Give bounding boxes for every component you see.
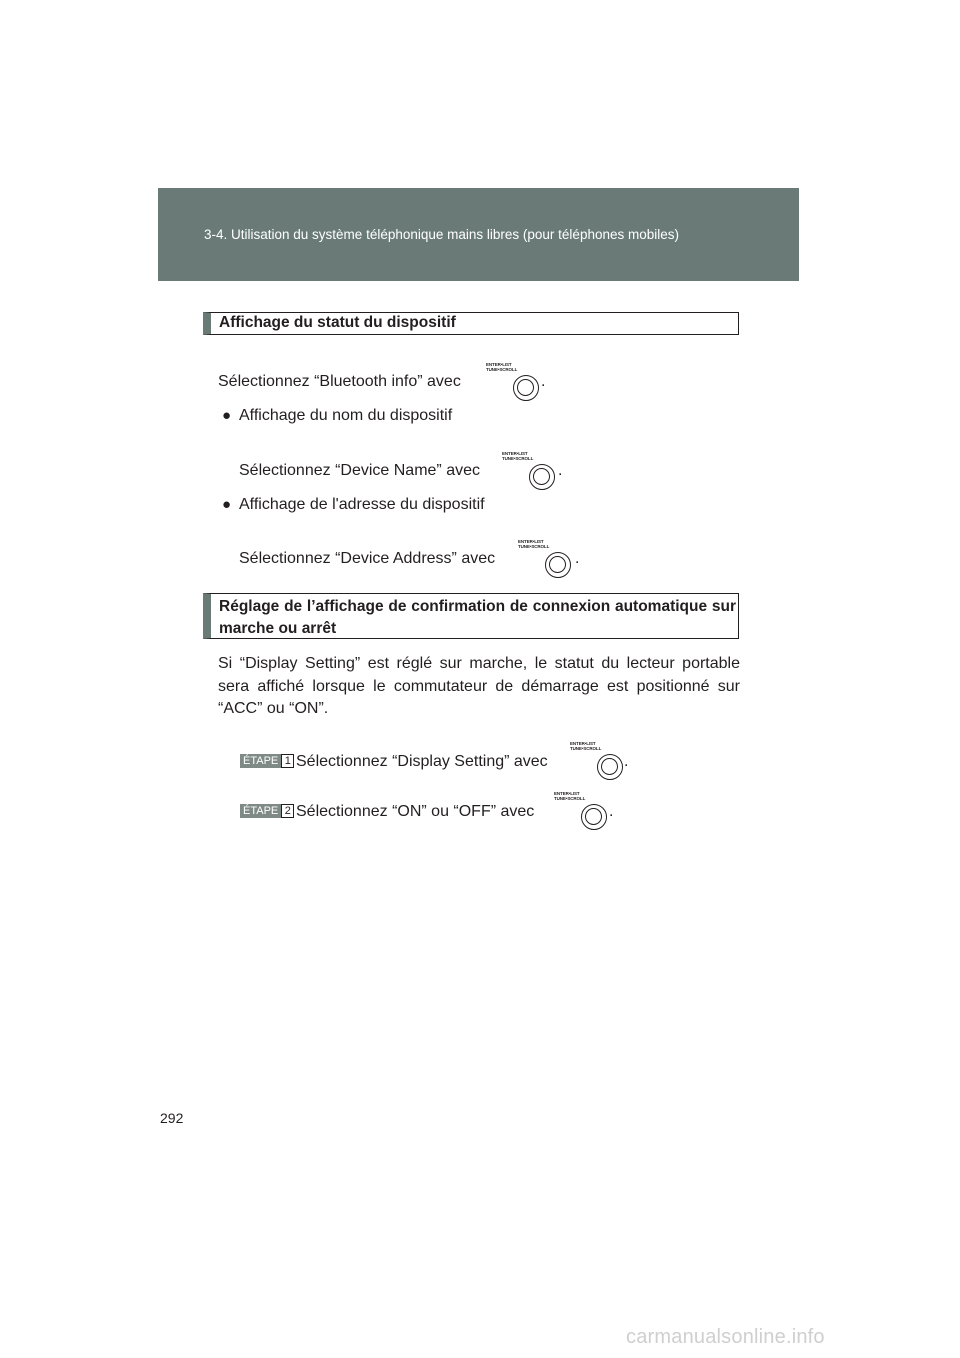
period: . bbox=[609, 803, 614, 820]
instruction-bluetooth-info: Sélectionnez “Bluetooth info” avec bbox=[218, 373, 461, 390]
period: . bbox=[541, 373, 546, 390]
bullet-icon: ● bbox=[222, 496, 232, 513]
enter-list-knob-icon: ENTER•LIST TUNE•SCROLL bbox=[486, 362, 546, 418]
bullet-device-address: Affichage de l'adresse du dispositif bbox=[239, 496, 485, 513]
section-heading-device-status: Affichage du statut du dispositif bbox=[203, 312, 739, 335]
section-heading-auto-connection-display: Réglage de l’affichage de confirmation de connexion automatique sur marche ou arrêt bbox=[203, 593, 739, 639]
chapter-header bbox=[158, 188, 799, 281]
watermark: carmanualsonline.info bbox=[626, 1326, 825, 1348]
enter-list-knob-icon: ENTER•LIST TUNE•SCROLL bbox=[570, 741, 630, 797]
period: . bbox=[558, 462, 563, 479]
step-badge-1: ÉTAPE 1 bbox=[240, 754, 294, 768]
instruction-device-address: Sélectionnez “Device Address” avec bbox=[239, 550, 496, 567]
step-badge-2: ÉTAPE 2 bbox=[240, 804, 294, 818]
section2-paragraph: Si “Display Setting” est réglé sur marche, le statut du lecteur portable sera affiché lorsque le commutateur de démarrage est positionné sur “ACC” ou “ON”. bbox=[218, 655, 740, 717]
step-1-instruction: Sélectionnez “Display Setting” avec bbox=[296, 753, 548, 770]
page-number: 292 bbox=[160, 1110, 184, 1126]
period: . bbox=[624, 753, 629, 770]
instruction-device-name: Sélectionnez “Device Name” avec bbox=[239, 462, 480, 479]
period: . bbox=[575, 550, 580, 567]
chapter-title: 3-4. Utilisation du système téléphonique mains libres (pour téléphones mobiles) bbox=[204, 227, 679, 242]
enter-list-knob-icon: ENTER•LIST TUNE•SCROLL bbox=[554, 791, 614, 847]
enter-list-knob-icon: ENTER•LIST TUNE•SCROLL bbox=[502, 451, 562, 507]
bullet-device-name: Affichage du nom du dispositif bbox=[239, 407, 453, 424]
enter-list-knob-icon: ENTER•LIST TUNE•SCROLL bbox=[518, 539, 578, 595]
step-2-instruction: Sélectionnez “ON” ou “OFF” avec bbox=[296, 803, 535, 820]
bullet-icon: ● bbox=[222, 407, 232, 424]
